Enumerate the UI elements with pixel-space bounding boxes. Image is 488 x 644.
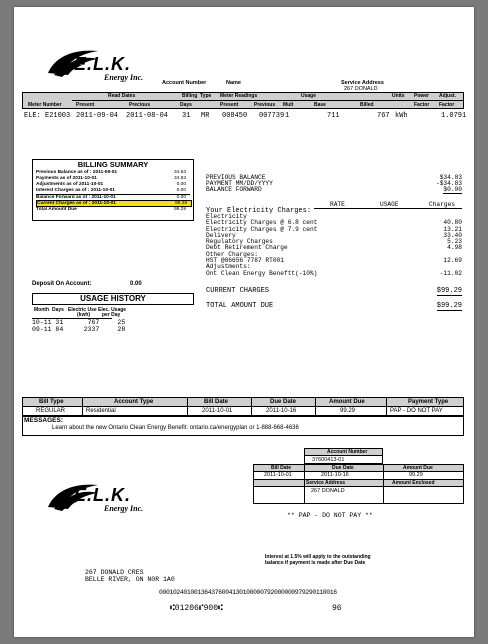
- reading-previous-header: Previous: [254, 102, 276, 108]
- payment-label: PAYMENT MM/DD/YYYY: [206, 180, 273, 187]
- bill-date-header: Bill Date: [204, 399, 229, 405]
- total-due-value: $99.29: [436, 302, 462, 310]
- charges-header: Charges: [429, 201, 455, 208]
- micr-line-1: 000102401001364376004130100000792000000979290110016: [159, 589, 337, 596]
- charge-line: Regulatory Charges 5.23: [206, 238, 462, 246]
- read-dates-header: Read Dates: [108, 93, 136, 99]
- stub-account-number-label: Account Number: [327, 449, 368, 455]
- messages-text: Learn about the new Ontario Clean Energy Benefit: ontario.ca/energyplan or 1-888-668-4636: [52, 425, 299, 431]
- days-header: Days: [180, 102, 192, 108]
- previous-balance-value: $34.83: [439, 174, 462, 181]
- mult-header: Mult: [283, 102, 294, 108]
- usage-header: Usage: [301, 93, 317, 99]
- usage-billed: 767: [377, 112, 390, 120]
- reading-present-header: Present: [220, 102, 239, 108]
- stub-company-name: E.L.K.: [74, 485, 132, 505]
- amount-due-value: 99.29: [340, 408, 356, 414]
- current-charges-label: CURRENT CHARGES: [206, 287, 270, 295]
- meter-number: ELE: E21003: [24, 112, 71, 120]
- stub-amount-enclosed-label: Amount Enclosed: [392, 480, 435, 486]
- interest-line-1: Interest at 1.5% will apply to the outstanding: [265, 554, 371, 560]
- current-charges-value: $99.29: [436, 287, 462, 295]
- stub-amount-due-label: Amount Due: [403, 465, 433, 471]
- interest-line-2: balance if payment is made after Due Date: [265, 560, 366, 566]
- charge-line: Adjustments:: [206, 263, 251, 271]
- uh-elec-unit: (kwh): [77, 312, 91, 318]
- adjust-header: Adjust.: [439, 93, 456, 99]
- type-header: Type: [200, 93, 212, 99]
- charge-line: Electricity Charges @ 6.8 cent 40.80: [206, 219, 462, 227]
- stub-service-address-label: Service Address: [306, 480, 346, 486]
- uh-avg-unit: per Day: [102, 312, 121, 318]
- previous-balance-label: PREVIOUS BALANCE: [206, 174, 266, 181]
- payment-value: -$34.83: [436, 180, 462, 187]
- mailing-address-line-1: 267 DONALD CRES: [85, 569, 144, 576]
- read-type: MR: [201, 112, 210, 120]
- usage-units: kWh: [395, 112, 408, 120]
- summary-row: Balance Forward as of : 2011-10-01 0.00: [36, 194, 190, 200]
- usage-history-title: USAGE HISTORY: [80, 294, 146, 303]
- charge-line: Other Charges:: [206, 250, 258, 258]
- reading-present: 008450: [222, 112, 248, 120]
- multiplier: 1: [285, 112, 290, 120]
- balance-forward-value: $0.00: [443, 186, 462, 193]
- payment-type-header: Payment Type: [408, 399, 449, 405]
- bill-type-header: Bill Type: [39, 399, 64, 405]
- charge-line: Delivery 33.40: [206, 231, 462, 239]
- service-address-value: 267 DONALD: [344, 86, 378, 92]
- micr-line-2: ⑆01206⑈900⑆: [170, 604, 223, 613]
- billed-header: Billed: [360, 102, 374, 108]
- payment-type-value: PAP - DO NOT PAY: [390, 408, 443, 414]
- total-due-label: TOTAL AMOUNT DUE: [206, 302, 274, 310]
- amount-due-header: Amount Due: [329, 399, 365, 405]
- summary-row-total: Total Amount Due 99.29: [36, 207, 186, 212]
- power-factor-header: Factor: [414, 102, 430, 108]
- charge-line: Electricity Charges @ 7.9 cent 13.21: [206, 225, 462, 233]
- deposit-label: Deposit On Account:: [32, 281, 92, 287]
- meter-readings-header: Meter Readings: [220, 93, 258, 99]
- charge-line: Debt Retirement Charge 4.98: [206, 244, 462, 252]
- service-address-label: Service Address: [341, 80, 384, 86]
- stub-bill-date-label: Bill Date: [271, 465, 292, 471]
- your-charges-label: Your Electricity Charges:: [206, 207, 312, 215]
- present-header: Present: [76, 102, 95, 108]
- billing-header: Billing: [182, 93, 198, 99]
- power-header: Power: [414, 93, 430, 99]
- billing-summary-title: BILLING SUMMARY: [77, 160, 149, 169]
- summary-row: Adjustments as of 2011-10-01 0.00: [36, 182, 186, 187]
- mailing-address-line-2: BELLE RIVER, ON N0R 1A0: [85, 576, 175, 583]
- stub-service-address-value: 267 DONALD: [311, 488, 345, 494]
- due-date-value: 2011-10-16: [266, 408, 297, 414]
- present-date: 2011-09-04: [76, 112, 119, 120]
- uh-month-header: Month: [34, 307, 49, 313]
- account-type-header: Account Type: [114, 399, 154, 405]
- bill-page: [14, 7, 474, 637]
- messages-label: MESSAGES:: [24, 417, 64, 424]
- charge-line: Ont Clean Energy Beneftt(-10%) -11.02: [206, 269, 462, 277]
- summary-row: Payments as of 2011-10-01 34.83: [36, 176, 186, 181]
- uh-elec-header: Electric Use: [68, 307, 97, 313]
- charge-lines: [206, 214, 462, 277]
- stub-amount-due-value: 99.29: [409, 472, 423, 478]
- summary-row-highlight: Current Charges as of : 2011-10-01 99.29: [36, 200, 192, 207]
- uh-avg-header: Elec. Usage: [98, 307, 127, 313]
- summary-row: Interest Charges as of : 2011-10-01 0.00: [36, 188, 186, 193]
- deposit-value: 0.00: [130, 281, 142, 287]
- stub-company-subtitle: Energy Inc.: [104, 504, 144, 513]
- charge-line: HST @86656 7787 RT001 12.69: [206, 257, 462, 265]
- reading-previous: 007739: [259, 112, 285, 120]
- units-header: Units: [392, 93, 405, 99]
- account-type-value: Residential: [86, 408, 116, 414]
- charge-line: Electricity: [206, 213, 247, 220]
- name-label: Name: [226, 80, 241, 86]
- summary-row: Previous Balance as of : 2011-09-01 34.83: [36, 170, 186, 175]
- stub-due-date-value: 2011-10-16: [321, 472, 349, 478]
- base-header: Base: [314, 102, 326, 108]
- stub-bill-date-value: 2011-10-01: [264, 472, 292, 478]
- stub-pap-note: ** PAP - DO NOT PAY **: [287, 512, 373, 519]
- usage-base: 711: [327, 112, 340, 120]
- meter-number-header: Meter Number: [28, 102, 62, 108]
- bill-type-value: REGULAR: [36, 408, 66, 414]
- previous-date: 2011-08-04: [126, 112, 169, 120]
- adjust-factor-header: Factor: [439, 102, 455, 108]
- stub-account-number-value: 37600413-01: [312, 457, 345, 463]
- usage-col-header: USAGE: [380, 201, 399, 208]
- account-number-label: Account Number: [162, 80, 207, 86]
- precious-header: Precious: [129, 102, 151, 108]
- rate-header: RATE: [330, 201, 345, 208]
- bill-date-value: 2011-10-01: [202, 408, 233, 414]
- stub-due-date-label: Due Date: [332, 465, 354, 471]
- balance-forward-label: BALANCE FORWARD: [206, 186, 262, 193]
- company-subtitle: Energy Inc.: [104, 73, 144, 82]
- billing-days: 31: [182, 112, 191, 120]
- adjust-factor: 1.0791: [441, 112, 467, 120]
- micr-line-3: 96: [332, 604, 342, 613]
- uh-days-header: Days: [52, 307, 64, 313]
- company-name: E.L.K.: [74, 54, 132, 74]
- uh-row: 10-11 31 767 25 09-11 84 2337 28: [32, 319, 126, 333]
- due-date-header: Due Date: [270, 399, 297, 405]
